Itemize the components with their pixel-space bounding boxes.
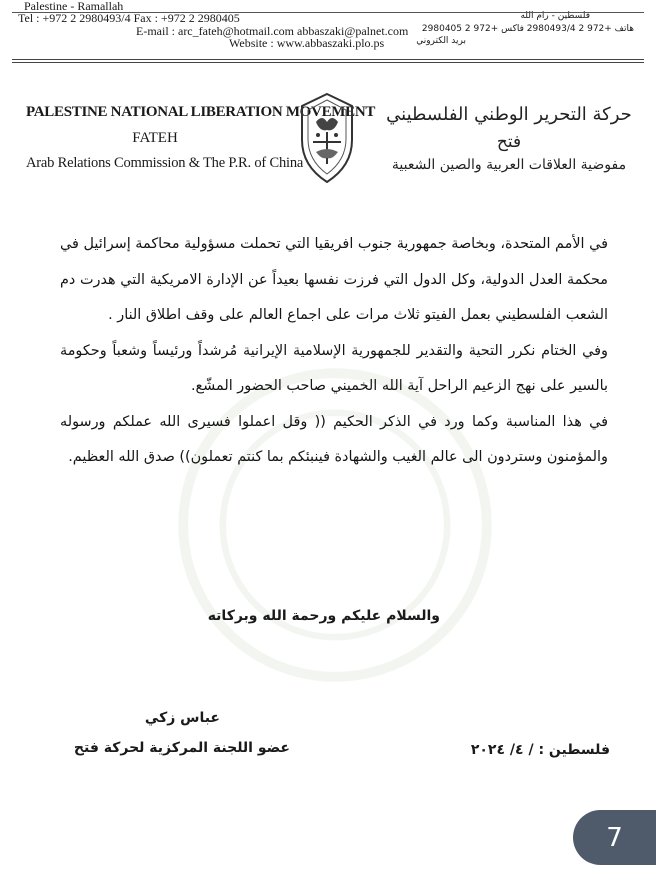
- org-short-ar: فتح: [496, 132, 522, 152]
- phone-fax-ar: هاتف +972 2 2980493/4 فاكس +972 2 2980405: [421, 24, 634, 34]
- body-paragraph: في الأمم المتحدة، وبخاصة جمهورية جنوب افريقيا التي تحملت مسؤولية محاكمة إسرائيل في محكمة العدل الدولية، وكل الدول التي فرزت نفسها بعيداً عن الإدارة الامريكية التي هدرت دم الشعب الفلسطيني بعمل الفيتو ثلاث مرات على اجماع العالم على وقف اطلاق النار .: [60, 236, 608, 323]
- signer-title: عضو اللجنة المركزية لحركة فتح: [73, 740, 290, 756]
- org-commission-ar: مفوضية العلاقات العربية والصين الشعبية: [391, 157, 627, 173]
- closing-greeting: والسلام عليكم ورحمة الله وبركاته: [207, 608, 440, 624]
- top-rule: [12, 12, 644, 13]
- body-paragraph: في هذا المناسبة وكما ورد في الذكر الحكيم (( وقل اعملوا فسيرى الله عملكم ورسوله والمؤمنون وستردون الى عالم الغيب والشهادة فينبئكم بما كنتم تعملون)) صدق الله العظيم.: [60, 413, 608, 465]
- location-ar: فلسطين - رام الله: [520, 11, 590, 21]
- org-commission-en: Arab Relations Commission & The P.R. of China: [26, 155, 304, 171]
- org-short-en: FATEH: [132, 130, 178, 146]
- location-en: Palestine - Ramallah: [24, 0, 124, 13]
- org-name-en: PALESTINE NATIONAL LIBERATION MOVEMENT: [26, 104, 376, 120]
- letter-body: [60, 227, 608, 476]
- website-en: Website : www.abbaszaki.plo.ps: [229, 36, 385, 50]
- body-paragraph: وفي الختام نكرر التحية والتقدير للجمهورية الإسلامية الإيرانية مُرشداً ورئيساً وشعباً وحكومة بالسير على نهج الزعيم الراحل آية الله الخميني صاحب الحضور المشّع.: [60, 342, 608, 394]
- fateh-emblem-icon: [298, 92, 356, 184]
- place-date: فلسطين : / ٤/ ٢٠٢٤: [470, 742, 610, 758]
- email-en: E-mail : arc_fateh@hotmail.com abbaszaki@palnet.com: [136, 24, 409, 38]
- email-ar: بريد الكتروني: [416, 36, 466, 46]
- org-name-ar: حركة التحرير الوطني الفلسطيني: [386, 104, 632, 125]
- signer-name: عباس زكي: [144, 710, 220, 726]
- header-rule-1: [12, 59, 644, 60]
- phone-fax-en: Tel : +972 2 2980493/4 Fax : +972 2 2980405: [18, 11, 240, 25]
- page-number-badge: 7: [573, 810, 656, 865]
- header-rule-2: [12, 62, 644, 63]
